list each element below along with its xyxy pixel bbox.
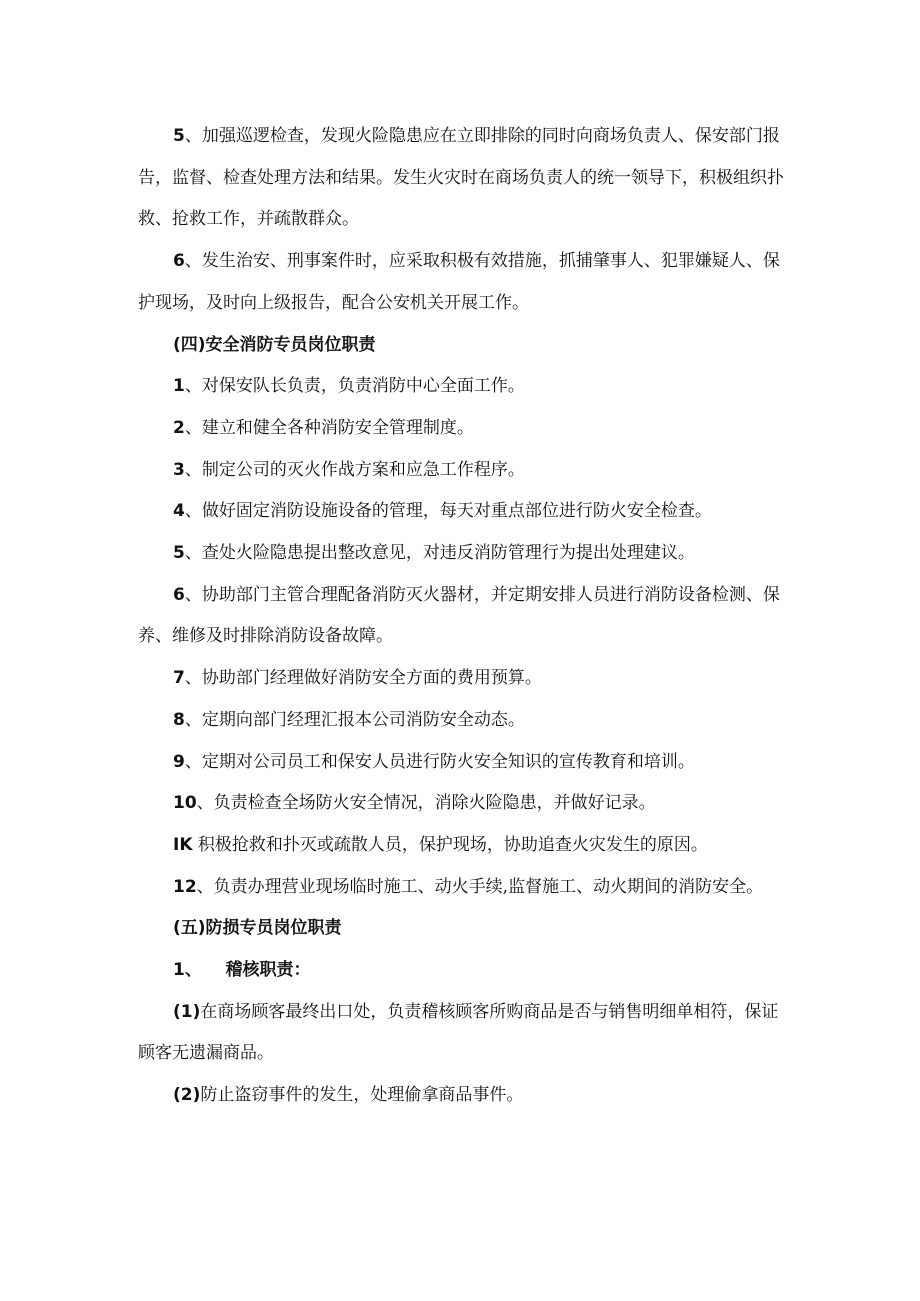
paragraph-text: 、负责办理营业现场临时施工、动火手续,监督施工、动火期间的消防安全。 xyxy=(196,876,764,897)
item-number: 1 xyxy=(173,376,185,397)
paragraph xyxy=(138,450,788,492)
paragraph-text: 、对保安队长负责，负责消防中心全面工作。 xyxy=(184,376,525,397)
paragraph-text: 积极抢救和扑灭或疏散人员，保护现场，协助追查火灾发生的原因。 xyxy=(197,834,708,855)
item-number: 3 xyxy=(173,459,185,480)
paragraph xyxy=(138,241,788,324)
item-number: IK xyxy=(173,834,193,855)
paragraph-text: 、查处火险隐患提出整改意见，对违反消防管理行为提出处理建议。 xyxy=(184,543,695,564)
item-number: 5 xyxy=(173,126,185,146)
paragraph-text: 、定期向部门经理汇报本公司消防安全动态。 xyxy=(184,709,525,730)
paragraph-text: 、建立和健全各种消防安全管理制度。 xyxy=(184,417,474,438)
section-heading-text: (五)防损专员岗位职责 xyxy=(173,918,342,939)
paragraph-text: 、负责检查全场防火安全情况，消除火险隐患，并做好记录。 xyxy=(196,793,656,814)
paragraph-text: 、发生治安、刑事案件时，应采取积极有效措施，抓捕肇事人、犯罪嫌疑人、保护现场，及时向上级报告，配合公安机关开展工作。 xyxy=(138,251,780,313)
item-number: 2 xyxy=(173,417,185,438)
paragraph xyxy=(138,116,788,241)
document-body xyxy=(138,116,788,1117)
paragraph xyxy=(138,658,788,700)
item-number: 7 xyxy=(173,668,185,689)
paragraph xyxy=(138,992,788,1075)
paragraph-text: 、制定公司的灭火作战方案和应急工作程序。 xyxy=(184,459,525,480)
item-number: (1) xyxy=(173,1001,201,1022)
section-heading-text: (四)安全消防专员岗位职责 xyxy=(173,334,376,355)
item-number: 6 xyxy=(173,251,185,272)
item-number: 5 xyxy=(173,543,185,564)
section-heading xyxy=(138,325,788,367)
paragraph-text: 、协助部门主管合理配备消防灭火器材，并定期安排人员进行消防设备检测、保养、维修及时排除消防设备故障。 xyxy=(138,584,780,647)
paragraph xyxy=(138,408,788,450)
paragraph xyxy=(138,825,788,867)
item-number: 9 xyxy=(173,751,185,772)
paragraph-text: 、定期对公司员工和保安人员进行防火安全知识的宣传教育和培训。 xyxy=(184,751,695,772)
paragraph xyxy=(138,742,788,784)
paragraph-text: 、协助部门经理做好消防安全方面的费用预算。 xyxy=(184,668,542,689)
item-number: 8 xyxy=(173,709,185,730)
paragraph xyxy=(138,533,788,575)
subsection-heading-text: 1、 稽核职责： xyxy=(173,960,311,981)
paragraph xyxy=(138,700,788,742)
item-number: 10 xyxy=(173,793,197,814)
paragraph xyxy=(138,366,788,408)
paragraph xyxy=(138,575,788,658)
item-number: 12 xyxy=(173,876,197,897)
paragraph xyxy=(138,867,788,909)
paragraph-text: 、做好固定消防设施设备的管理，每天对重点部位进行防火安全检查。 xyxy=(184,501,712,522)
paragraph-text: 防止盗窃事件的发生，处理偷拿商品事件。 xyxy=(200,1085,524,1106)
section-heading xyxy=(138,908,788,950)
item-number: 4 xyxy=(173,501,185,522)
paragraph xyxy=(138,1075,788,1117)
paragraph-text: 在商场顾客最终出口处，负责稽核顾客所购商品是否与销售明细单相符，保证顾客无遗漏商品。 xyxy=(138,1001,779,1064)
paragraph xyxy=(138,491,788,533)
item-number: (2) xyxy=(173,1085,201,1106)
paragraph-text: 、加强巡逻检查，发现火险隐患应在立即排除的同时向商场负责人、保安部门报告，监督、检查处理方法和结果。发生火灾时在商场负责人的统一领导下，积极组织扑救、抢救工作，并疏散群众。 xyxy=(138,126,784,230)
paragraph xyxy=(138,783,788,825)
subsection-heading xyxy=(138,950,788,992)
item-number: 6 xyxy=(173,584,185,605)
